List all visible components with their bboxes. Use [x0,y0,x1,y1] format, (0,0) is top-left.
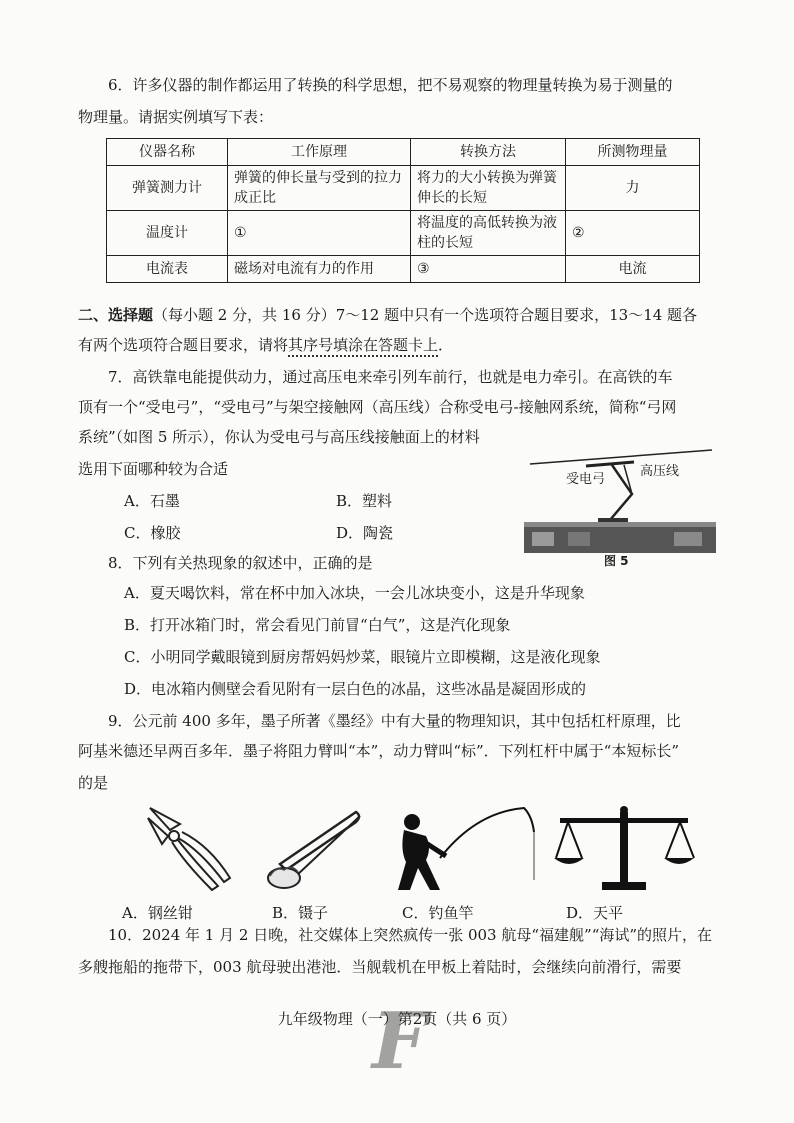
q10-line2: 多艘拖船的拖带下，003 航母驶出港池．当舰载机在甲板上着陆时，会继续向前滑行，需要 [78,958,682,976]
table-cell: 将力的大小转换为弹簧伸长的长短 [411,166,566,211]
q9-line3: 的是 [78,774,109,792]
q10-line1: 10．2024 年 1 月 2 日晚，社交媒体上突然疯传一张 003 航母“福建舰”“海试”的照片，在 [108,926,713,944]
q9-line2: 阿基米德还早两百多年．墨子将阻力臂叫“本”，动力臂叫“标”．下列杠杆中属于“本短标长” [78,742,680,760]
q8-option-d: D．电冰箱内侧壁会看见附有一层白色的冰晶，这些冰晶是凝固形成的 [124,680,587,698]
q9-line1: 9．公元前 400 多年，墨子所著《墨经》中有大量的物理知识，其中包括杠杆原理，比 [108,712,681,730]
table-cell: 温度计 [107,211,228,256]
table-cell: 弹簧测力计 [107,166,228,211]
q8-option-c: C．小明同学戴眼镜到厨房帮妈妈炒菜，眼镜片立即模糊，这是液化现象 [124,648,601,666]
page-footer: 九年级物理（一）第2页（共 6 页） [277,1010,517,1028]
table-cell: 磁场对电流有力的作用 [228,256,411,283]
table-header-row [107,139,700,166]
table-header: 工作原理 [228,139,411,166]
q8-stem: 8．下列有关热现象的叙述中，正确的是 [108,554,373,572]
table-row [107,166,700,211]
table-row [107,256,700,283]
pantograph-figure [524,448,716,553]
fishing-rod-icon [396,802,541,894]
section2-instructions-2: 有两个选项符合题目要求，请将 [78,336,289,354]
q9-option-c: C．钓鱼竿 [402,904,474,922]
section2-end: ． [438,336,454,354]
table-cell: 电流表 [107,256,228,283]
tweezers-icon [256,806,371,896]
q7-option-b: B．塑料 [336,492,393,510]
q9-option-a: A．钢丝钳 [122,904,193,922]
table-cell: 力 [566,166,700,211]
q6-line2: 物理量。请据实例填写下表： [78,108,274,126]
balance-scale-icon [554,802,699,894]
q6-line1: 6．许多仪器的制作都运用了转换的科学思想，把不易观察的物理量转换为易于测量的 [108,76,673,94]
section2-instructions: （每小题 2 分，共 16 分）7～12 题中只有一个选项符合题目要求，13～14 题各 [153,306,698,324]
section2-emphasis: 其序号填涂在答题卡上 [288,336,438,357]
pantograph-label: 受电弓 [566,472,606,487]
q9-option-b: B．镊子 [272,904,329,922]
table-header: 转换方法 [411,139,566,166]
q7-line4: 选用下面哪种较为合适 [78,460,229,478]
figure-caption: 图 5 [604,554,629,568]
table-cell: ③ [411,256,566,283]
pantograph-image [524,448,716,553]
section2-line2 [78,334,453,356]
q7-line3: 系统”（如图 5 所示），你认为受电弓与高压线接触面上的材料 [78,428,480,446]
conversion-table [106,138,700,283]
section2-title: 二、选择题 [78,306,154,324]
paper-version-mark: F [372,996,428,1087]
q7-option-d: D．陶瓷 [336,524,394,542]
table-cell: 电流 [566,256,700,283]
q8-option-b: B．打开冰箱门时，常会看见门前冒“白气”，这是汽化现象 [124,616,511,634]
q8-option-a: A．夏天喝饮料，常在杯中加入冰块，一会儿冰块变小，这是升华现象 [124,584,585,602]
table-header: 仪器名称 [107,139,228,166]
q7-option-a: A．石墨 [124,492,180,510]
high-voltage-line-label: 高压线 [640,464,680,479]
table-header: 所测物理量 [566,139,700,166]
q7-option-c: C．橡胶 [124,524,181,542]
pliers-icon [140,800,240,895]
table-cell: ② [566,211,700,256]
q7-line1: 7．高铁靠电能提供动力，通过高压电来牵引列车前行，也就是电力牵引。在高铁的车 [108,368,673,386]
table-cell: 将温度的高低转换为液柱的长短 [411,211,566,256]
section2-line1 [78,304,697,326]
q9-option-d: D．天平 [566,904,624,922]
q7-line2: 顶有一个“受电弓”，“受电弓”与架空接触网（高压线）合称受电弓-接触网系统，简称“弓网 [78,398,677,416]
table-cell: ① [228,211,411,256]
table-cell: 弹簧的伸长量与受到的拉力成正比 [228,166,411,211]
table-row [107,211,700,256]
